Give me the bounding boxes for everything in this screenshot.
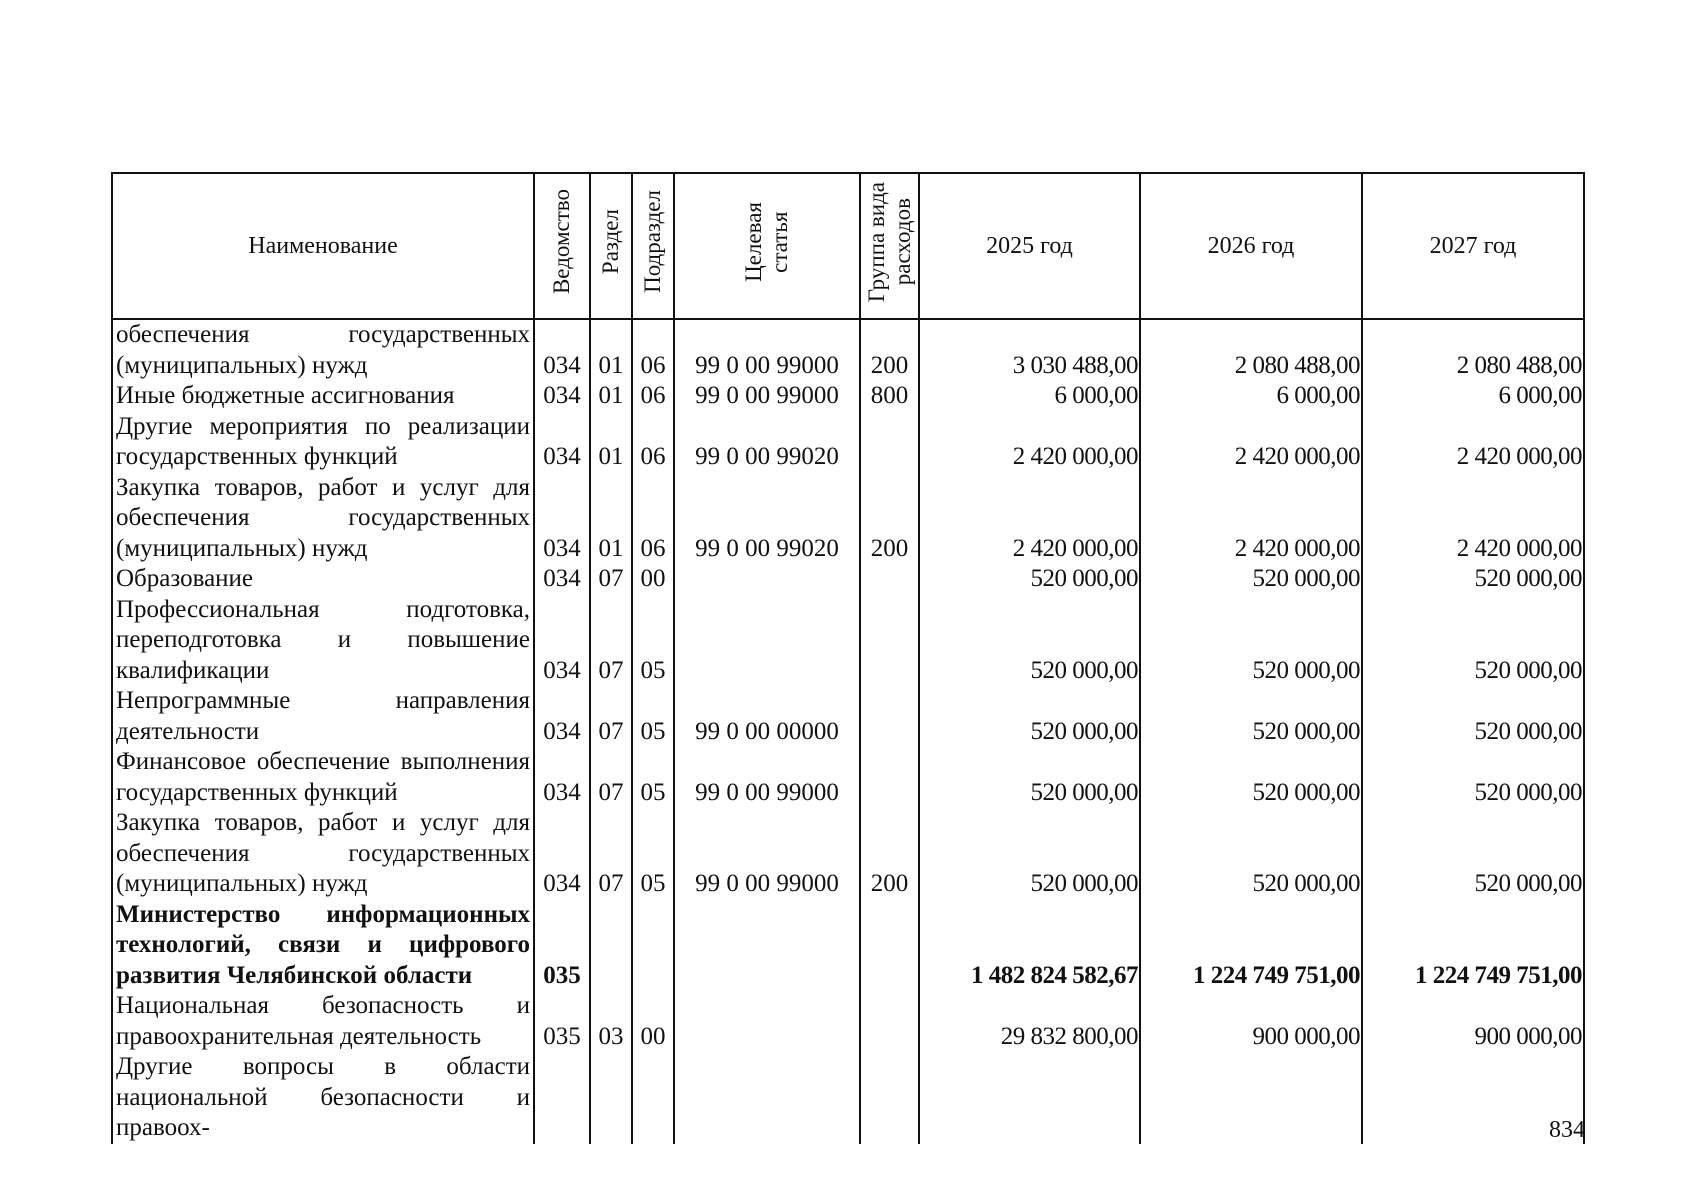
header-gruppa-vida-rashodov: Группа вида расходов [860, 173, 919, 319]
row-2027: 1 224 749 751,00 [1362, 900, 1584, 992]
row-vedomstvo: 035 [534, 900, 590, 992]
row-name: Образование [112, 564, 534, 595]
row-2026: 520 000,00 [1140, 808, 1362, 900]
row-podrazdel: 05 [632, 747, 674, 808]
row-podrazdel: 00 [632, 991, 674, 1052]
row-2026: 520 000,00 [1140, 686, 1362, 747]
table-row-continued [112, 1052, 1584, 1144]
table-row [112, 412, 1584, 473]
row-vedomstvo: 034 [534, 686, 590, 747]
header-razdel: Раздел [590, 173, 632, 319]
table-row [112, 319, 1584, 381]
row-2026: 520 000,00 [1140, 595, 1362, 687]
row-vid-rashodov [860, 412, 919, 473]
row-vedomstvo: 034 [534, 564, 590, 595]
row-name: Национальная безопасность и правоохранительная деятельность [112, 991, 534, 1052]
row-2025: 520 000,00 [919, 595, 1140, 687]
row-2027: 2 420 000,00 [1362, 473, 1584, 565]
row-podrazdel: 06 [632, 412, 674, 473]
row-2025: 3 030 488,00 [919, 319, 1140, 381]
row-razdel: 07 [590, 747, 632, 808]
row-2026: 6 000,00 [1140, 381, 1362, 412]
header-2026: 2026 год [1140, 173, 1362, 319]
row-vedomstvo: 034 [534, 473, 590, 565]
row-2027: 520 000,00 [1362, 808, 1584, 900]
row-2027: 6 000,00 [1362, 381, 1584, 412]
row-2025: 1 482 824 582,67 [919, 900, 1140, 992]
row-2025: 520 000,00 [919, 747, 1140, 808]
row-2026: 520 000,00 [1140, 747, 1362, 808]
row-2025: 520 000,00 [919, 686, 1140, 747]
row-celevaya-statya: 99 0 00 99000 [674, 808, 860, 900]
table-row [112, 808, 1584, 900]
table-row [112, 564, 1584, 595]
row-name: Другие вопросы в области национальной безопасности и правоох- [112, 1052, 534, 1144]
row-razdel: 01 [590, 412, 632, 473]
row-razdel: 07 [590, 595, 632, 687]
page-number: 834 [1549, 1117, 1585, 1143]
row-name: Министерство информационных технологий, связи и цифрового развития Челябинской области [112, 900, 534, 992]
table-header [112, 173, 1584, 319]
row-2026: 2 080 488,00 [1140, 319, 1362, 381]
row-celevaya-statya: 99 0 00 99000 [674, 381, 860, 412]
row-podrazdel [632, 900, 674, 992]
row-vid-rashodov [860, 747, 919, 808]
row-podrazdel: 00 [632, 564, 674, 595]
row-razdel: 07 [590, 808, 632, 900]
row-vid-rashodov [860, 991, 919, 1052]
row-2025: 520 000,00 [919, 564, 1140, 595]
row-2027: 520 000,00 [1362, 686, 1584, 747]
row-vedomstvo: 035 [534, 991, 590, 1052]
header-celevaya-statya: Целевая статья [674, 173, 860, 319]
row-name: Иные бюджетные ассигнования [112, 381, 534, 412]
row-name: обеспечения государственных (муниципальных) нужд [112, 319, 534, 381]
header-name: Наименование [112, 173, 534, 319]
row-vedomstvo: 034 [534, 808, 590, 900]
header-vedomstvo: Ведомство [534, 173, 590, 319]
row-name: Профессиональная подготовка, переподготовка и повышение квалификации [112, 595, 534, 687]
row-podrazdel: 06 [632, 381, 674, 412]
row-vid-rashodov [860, 595, 919, 687]
row-celevaya-statya: 99 0 00 00000 [674, 686, 860, 747]
row-celevaya-statya [674, 564, 860, 595]
row-2025: 6 000,00 [919, 381, 1140, 412]
row-2027: 2 420 000,00 [1362, 412, 1584, 473]
row-2025: 29 832 800,00 [919, 991, 1140, 1052]
budget-table [111, 172, 1585, 1144]
row-podrazdel: 06 [632, 473, 674, 565]
row-celevaya-statya: 99 0 00 99020 [674, 473, 860, 565]
row-razdel: 03 [590, 991, 632, 1052]
row-name: Другие мероприятия по реализации государственных функций [112, 412, 534, 473]
row-razdel [590, 1052, 632, 1144]
row-2026: 520 000,00 [1140, 564, 1362, 595]
row-celevaya-statya [674, 991, 860, 1052]
row-vedomstvo: 034 [534, 319, 590, 381]
table-row [112, 473, 1584, 565]
row-podrazdel [632, 1052, 674, 1144]
row-name: Закупка товаров, работ и услуг для обеспечения государственных (муниципальных) нужд [112, 808, 534, 900]
row-celevaya-statya [674, 595, 860, 687]
row-name: Финансовое обеспечение выполнения государственных функций [112, 747, 534, 808]
row-vid-rashodov: 200 [860, 319, 919, 381]
row-razdel: 01 [590, 319, 632, 381]
row-2027: 520 000,00 [1362, 595, 1584, 687]
table-row [112, 747, 1584, 808]
header-2027: 2027 год [1362, 173, 1584, 319]
table-row [112, 686, 1584, 747]
row-podrazdel: 05 [632, 808, 674, 900]
row-vedomstvo: 034 [534, 412, 590, 473]
row-razdel [590, 900, 632, 992]
row-celevaya-statya [674, 900, 860, 992]
row-2025 [919, 1052, 1140, 1144]
row-2027: 900 000,00 [1362, 991, 1584, 1052]
row-razdel: 07 [590, 686, 632, 747]
row-2026: 1 224 749 751,00 [1140, 900, 1362, 992]
row-vid-rashodov: 200 [860, 808, 919, 900]
row-2025: 2 420 000,00 [919, 412, 1140, 473]
row-celevaya-statya: 99 0 00 99000 [674, 747, 860, 808]
header-podrazdel: Подраздел [632, 173, 674, 319]
row-razdel: 01 [590, 381, 632, 412]
row-celevaya-statya [674, 1052, 860, 1144]
header-2025: 2025 год [919, 173, 1140, 319]
row-podrazdel: 05 [632, 686, 674, 747]
row-2026: 2 420 000,00 [1140, 412, 1362, 473]
row-2025: 2 420 000,00 [919, 473, 1140, 565]
row-vedomstvo: 034 [534, 747, 590, 808]
row-vid-rashodov: 800 [860, 381, 919, 412]
row-vid-rashodov [860, 564, 919, 595]
table-body [112, 319, 1584, 1144]
table-row-ministry [112, 900, 1584, 992]
budget-table-container [111, 172, 1583, 1144]
row-2026 [1140, 1052, 1362, 1144]
row-2026: 2 420 000,00 [1140, 473, 1362, 565]
row-vid-rashodov [860, 1052, 919, 1144]
table-row [112, 991, 1584, 1052]
row-podrazdel: 05 [632, 595, 674, 687]
row-vedomstvo: 034 [534, 381, 590, 412]
row-vedomstvo: 034 [534, 595, 590, 687]
row-2027: 520 000,00 [1362, 564, 1584, 595]
row-razdel: 01 [590, 473, 632, 565]
row-2027: 2 080 488,00 [1362, 319, 1584, 381]
row-vid-rashodov [860, 686, 919, 747]
table-row [112, 595, 1584, 687]
row-podrazdel: 06 [632, 319, 674, 381]
table-row [112, 381, 1584, 412]
row-name: Непрограммные направления деятельности [112, 686, 534, 747]
row-celevaya-statya: 99 0 00 99020 [674, 412, 860, 473]
row-2027: 520 000,00 [1362, 747, 1584, 808]
row-vid-rashodov: 200 [860, 473, 919, 565]
row-vid-rashodov [860, 900, 919, 992]
row-2026: 900 000,00 [1140, 991, 1362, 1052]
row-vedomstvo [534, 1052, 590, 1144]
row-razdel: 07 [590, 564, 632, 595]
row-celevaya-statya: 99 0 00 99000 [674, 319, 860, 381]
row-name: Закупка товаров, работ и услуг для обеспечения государственных (муниципальных) нужд [112, 473, 534, 565]
row-2025: 520 000,00 [919, 808, 1140, 900]
